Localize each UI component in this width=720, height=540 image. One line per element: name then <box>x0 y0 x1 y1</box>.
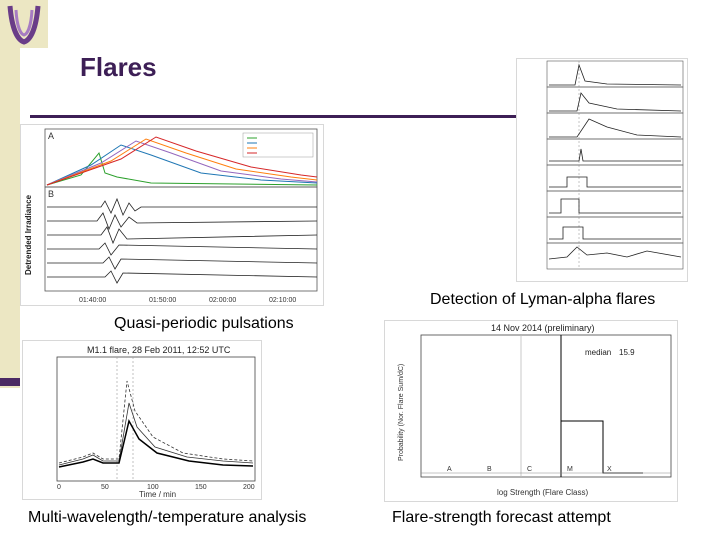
slide-sidebar-band <box>0 48 20 388</box>
multi-figure-title: M1.1 flare, 28 Feb 2011, 12:52 UTC <box>87 345 231 355</box>
multi-wavelength-figure <box>22 340 262 500</box>
qpp-panel-b-label: B <box>48 189 55 199</box>
forecast-y-axis-label: Probability (Nor. Flare Sum/dC) <box>398 363 405 461</box>
lyman-alpha-figure <box>516 58 688 282</box>
qpp-x-tick: 01:40:00 <box>79 297 107 304</box>
multi-x-tick: 50 <box>101 484 109 491</box>
forecast-x-axis-label: log Strength (Flare Class) <box>497 488 589 497</box>
slide-sidebar-accent <box>0 378 20 386</box>
qpp-y-axis-label: Detrended Irradiance <box>24 194 33 275</box>
forecast-class-label: C <box>527 466 533 473</box>
qpp-panel-a-label: A <box>48 131 55 141</box>
caption-qpp: Quasi-periodic pulsations <box>114 315 294 332</box>
forecast-class-label: M <box>567 466 573 473</box>
qpp-x-tick: 02:00:00 <box>209 297 237 304</box>
caption-multi-wavelength: Multi-wavelength/-temperature analysis <box>28 509 307 526</box>
caption-forecast: Flare-strength forecast attempt <box>392 509 611 526</box>
forecast-class-label: X <box>607 466 612 473</box>
institute-logo <box>0 0 48 48</box>
forecast-class-label: B <box>487 466 492 473</box>
forecast-class-label: A <box>447 466 452 473</box>
forecast-figure-title: 14 Nov 2014 (preliminary) <box>491 323 595 333</box>
multi-x-tick: 200 <box>243 484 255 491</box>
qpp-x-tick: 01:50:00 <box>149 297 177 304</box>
forecast-figure <box>384 320 678 502</box>
caption-lyman-alpha: Detection of Lyman-alpha flares <box>430 291 656 308</box>
multi-x-tick: 100 <box>147 484 159 491</box>
qpp-x-tick: 02:10:00 <box>269 297 297 304</box>
forecast-median-label: median <box>585 348 612 357</box>
title-divider <box>30 115 540 118</box>
forecast-median-value: 15.9 <box>619 348 635 357</box>
multi-x-tick: 0 <box>57 484 61 491</box>
slide-title: Flares <box>80 52 157 82</box>
multi-x-tick: 150 <box>195 484 207 491</box>
multi-x-axis-label: Time / min <box>139 490 177 499</box>
qpp-figure <box>20 124 324 306</box>
